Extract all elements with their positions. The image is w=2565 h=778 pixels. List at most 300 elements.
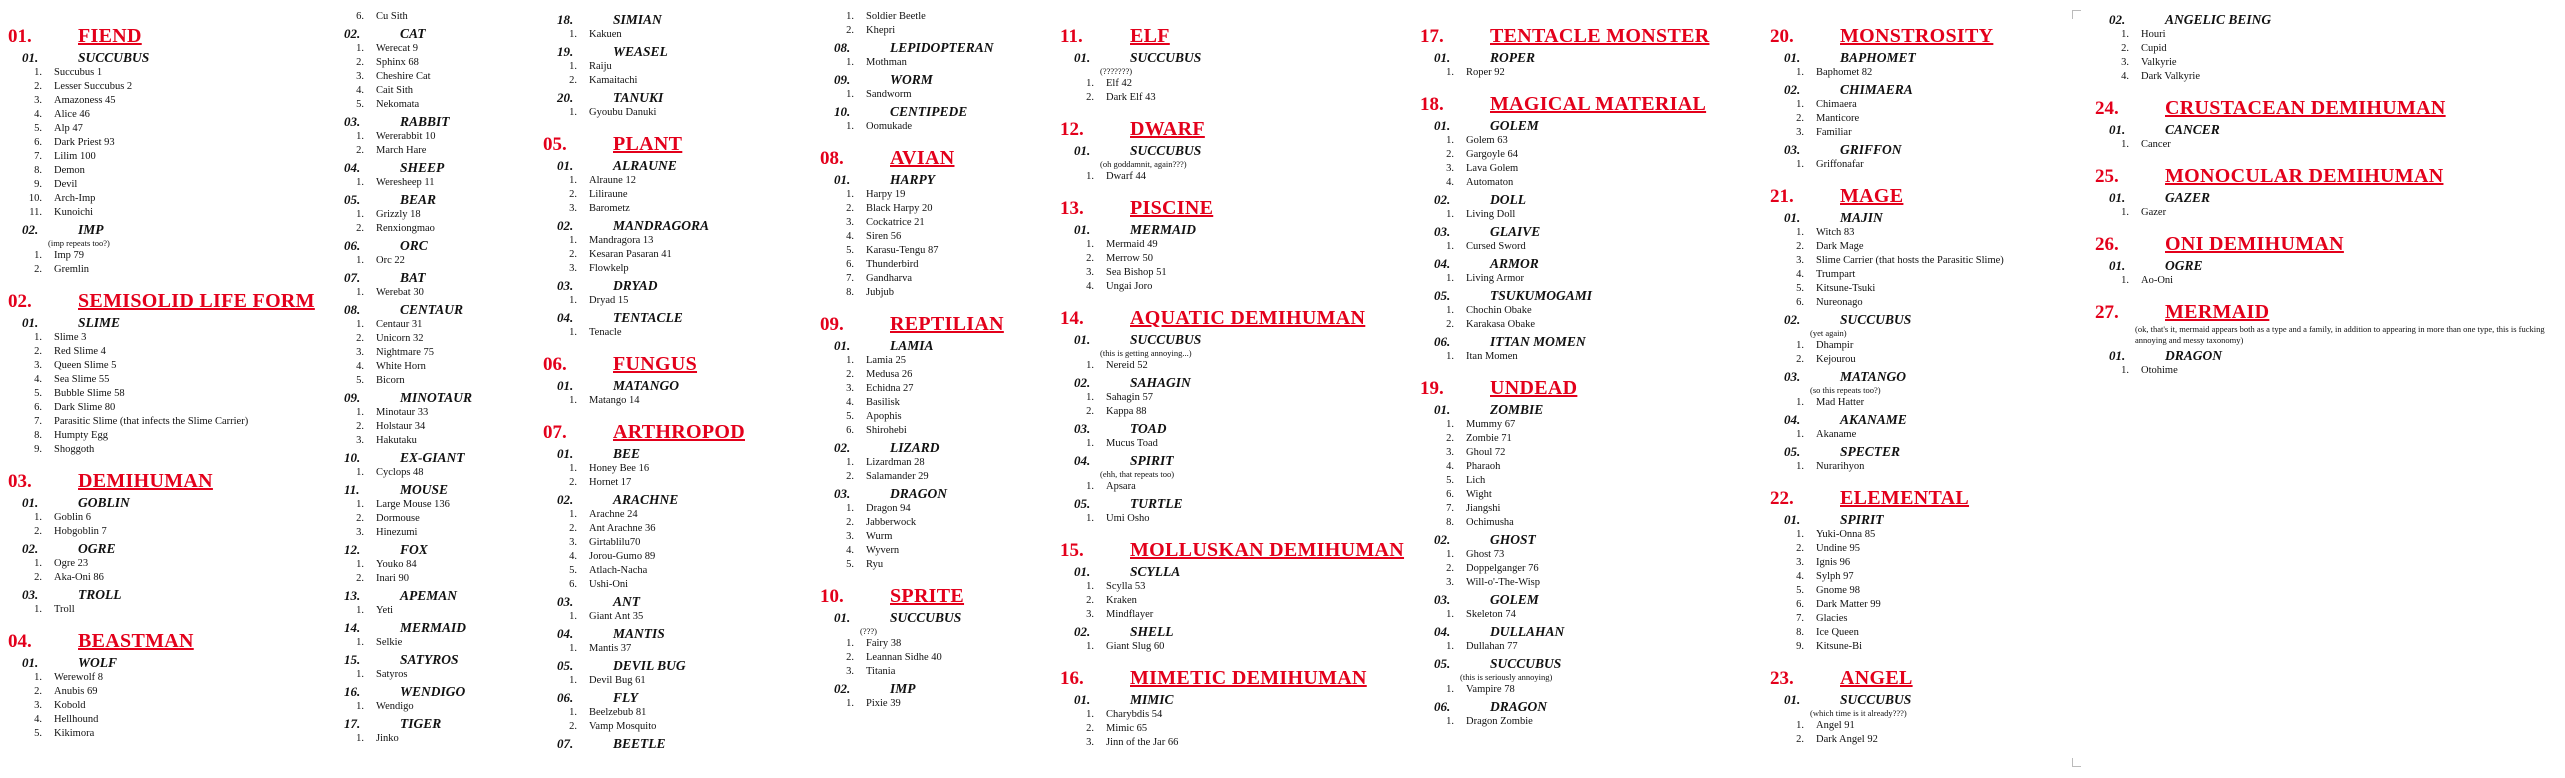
subcategory-title: TOAD [1130, 421, 1167, 436]
item-list [1060, 580, 1400, 622]
list-item-text: Mermaid 49 [1106, 239, 1158, 250]
list-item-text: Siren 56 [866, 231, 902, 242]
subcategory-number: 02. [1784, 82, 1801, 97]
list-item-number: 4. [1446, 461, 1454, 472]
list-item [1770, 296, 2110, 310]
list-item-number: 2. [1796, 241, 1804, 252]
list-item [8, 557, 348, 571]
list-item-text: Slime Carrier (that hosts the Parasitic Slime) [1816, 255, 2004, 266]
list-item-number: 6. [34, 137, 42, 148]
category-number: 15. [1060, 540, 1084, 561]
list-item-number: 1. [1086, 581, 1094, 592]
subcategory-title: BAT [400, 270, 426, 285]
list-item [8, 122, 348, 136]
subcategory-title: TROLL [78, 587, 122, 602]
list-item-text: Mucus Toad [1106, 438, 1158, 449]
subcategory-number: 01. [1434, 402, 1451, 417]
annotation-note: (which time is it already???) [1810, 708, 1907, 718]
list-item-text: Arch-Imp [54, 193, 96, 204]
category-heading [8, 289, 348, 313]
list-item-text: Zombie 71 [1466, 433, 1512, 444]
list-item [1060, 359, 1400, 373]
list-item-number: 1. [2121, 207, 2129, 218]
list-item [1420, 608, 1760, 622]
list-item [1420, 66, 1760, 80]
list-item-number: 1. [1086, 513, 1094, 524]
list-item [1420, 432, 1760, 446]
subcategory-title: TANUKI [613, 90, 664, 105]
subcategory-number: 03. [1434, 592, 1451, 607]
subcategory-heading [2095, 347, 2555, 364]
list-item-number: 3. [1446, 163, 1454, 174]
list-item [1420, 562, 1760, 576]
item-list [1060, 480, 1400, 494]
list-item-text: Elf 42 [1106, 78, 1132, 89]
list-item-number: 2. [356, 333, 364, 344]
subcategory-number: 05. [557, 658, 574, 673]
list-item-number: 1. [34, 604, 42, 615]
list-item-text: Dark Elf 43 [1106, 92, 1156, 103]
subcategory-title: DOLL [1490, 192, 1526, 207]
list-item [1060, 480, 1400, 494]
list-item-number: 1. [356, 669, 364, 680]
list-item-number: 5. [1796, 585, 1804, 596]
list-item-text: Wyvern [866, 545, 900, 556]
list-item-number: 1. [1446, 273, 1454, 284]
page-corner-mark [2072, 758, 2081, 767]
item-list [1420, 683, 1760, 697]
category-title: ELEMENTAL [1840, 487, 1970, 509]
subcategory-title: WORM [890, 72, 933, 87]
subcategory-heading [1770, 511, 2110, 528]
category-heading [1060, 196, 1400, 220]
page-corner-mark [2072, 10, 2081, 19]
list-item-number: 2. [1446, 563, 1454, 574]
list-item [1420, 162, 1760, 176]
subcategory-heading [1060, 331, 1400, 348]
list-item-number: 1. [1446, 305, 1454, 316]
category-title: PISCINE [1130, 197, 1214, 219]
list-item-text: Dark Angel 92 [1816, 734, 1878, 745]
list-item-text: Parasitic Slime (that infects the Slime Carrier) [54, 416, 249, 427]
subcategory-title: ZOMBIE [1490, 402, 1544, 417]
list-item-text: Mothman [866, 57, 907, 68]
item-list [8, 603, 348, 617]
subcategory-title: BEAR [400, 192, 437, 207]
item-list [1060, 391, 1400, 419]
subcategory-heading [1060, 452, 1400, 469]
list-item [2095, 56, 2555, 70]
list-item [1420, 683, 1760, 697]
list-item-number: 2. [356, 513, 364, 524]
list-item-text: Pixie 39 [866, 698, 901, 709]
subcategory-title: SATYROS [400, 652, 459, 667]
subcategory-heading [8, 221, 348, 238]
list-item-number: 1. [34, 250, 42, 261]
item-list [1420, 418, 1760, 530]
list-item [1770, 158, 2110, 172]
list-item-number: 1. [846, 698, 854, 709]
list-item-text: Cupid [2141, 43, 2167, 54]
subcategory-heading [1060, 221, 1400, 238]
list-item-number: 8. [1796, 627, 1804, 638]
subcategory-number: 01. [1784, 512, 1801, 527]
item-list [8, 557, 348, 585]
subcategory-title: WEASEL [613, 44, 668, 59]
list-item-number: 1. [846, 638, 854, 649]
subcategory-number: 19. [557, 44, 574, 59]
subcategory-title: ORC [400, 238, 428, 253]
list-item-text: Minotaur 33 [376, 407, 429, 418]
list-item-text: Mindflayer [1106, 609, 1154, 620]
item-list [1770, 158, 2110, 172]
subcategory-title: SPIRIT [1130, 453, 1174, 468]
list-item-number: 1. [569, 675, 577, 686]
list-item [1420, 474, 1760, 488]
subcategory-title: CANCER [2165, 122, 2220, 137]
subcategory-title: MERMAID [400, 620, 467, 635]
list-item-text: Tenacle [589, 327, 622, 338]
list-item-number: 1. [1086, 239, 1094, 250]
category-heading [1060, 117, 1400, 141]
subcategory-number: 03. [22, 587, 39, 602]
subcategory-number: 08. [834, 40, 851, 55]
list-item-text: Ant Arachne 36 [589, 523, 656, 534]
category-heading [2095, 232, 2555, 256]
subcategory-number: 17. [344, 716, 361, 731]
list-item-text: Kobold [54, 700, 86, 711]
category-number: 07. [543, 422, 567, 443]
list-item [1770, 98, 2110, 112]
list-item-text: Nereid 52 [1106, 360, 1148, 371]
list-item-number: 1. [1796, 720, 1804, 731]
category-title: DWARF [1130, 118, 1205, 140]
list-item-number: 1. [1796, 227, 1804, 238]
list-item [1770, 626, 2110, 640]
subcategory-title: IMP [78, 222, 104, 237]
list-item-text: Dark Matter 99 [1816, 599, 1881, 610]
list-item-number: 2. [34, 81, 42, 92]
list-item [8, 263, 348, 277]
subcategory-number: 01. [2109, 258, 2126, 273]
list-item-text: Weresheep 11 [376, 177, 435, 188]
subcategory-title: HARPY [890, 172, 936, 187]
item-list [1770, 396, 2110, 410]
list-item [8, 727, 348, 741]
item-list [8, 671, 348, 741]
list-item-number: 1. [569, 327, 577, 338]
list-item [1770, 612, 2110, 626]
list-item-text: Sea Bishop 51 [1106, 267, 1167, 278]
list-item [1060, 238, 1400, 252]
subcategory-title: ALRAUNE [613, 158, 677, 173]
list-item-number: 2. [569, 75, 577, 86]
item-list [1060, 170, 1400, 184]
list-item-text: Devil [54, 179, 78, 190]
subcategory-title: SCYLLA [1130, 564, 1181, 579]
item-list [1420, 304, 1760, 332]
list-item-text: Vamp Mosquito [589, 721, 657, 732]
category-number: 14. [1060, 308, 1084, 329]
category-heading [8, 629, 348, 653]
list-item-number: 1. [34, 332, 42, 343]
list-item-text: Cancer [2141, 139, 2171, 150]
list-item-text: Leannan Sidhe 40 [866, 652, 942, 663]
subcategory-title: SHEEP [400, 160, 445, 175]
list-item-number: 4. [34, 714, 42, 725]
category-number: 13. [1060, 198, 1084, 219]
subcategory-number: 04. [1074, 453, 1091, 468]
list-item-number: 2. [1086, 406, 1094, 417]
subcategory-title: MANDRAGORA [613, 218, 710, 233]
subcategory-title: MANTIS [613, 626, 665, 641]
subcategory-heading [1770, 49, 2110, 66]
category-heading [1770, 184, 2110, 208]
category-heading [1060, 24, 1400, 48]
subcategory-number: 01. [1074, 692, 1091, 707]
list-item-number: 11. [29, 207, 42, 218]
list-item [1770, 528, 2110, 542]
list-item-number: 3. [569, 537, 577, 548]
list-item-number: 3. [356, 435, 364, 446]
list-item-number: 1. [846, 355, 854, 366]
subcategory-number: 02. [22, 222, 39, 237]
list-item-text: Jinko [376, 733, 399, 744]
list-item-text: Succubus 1 [54, 67, 103, 78]
list-item-text: Yuki-Onna 85 [1816, 529, 1876, 540]
list-item-number: 1. [569, 643, 577, 654]
subcategory-title: DRAGON [890, 486, 948, 501]
list-item-text: Slime 3 [54, 332, 87, 343]
subcategory-heading [1770, 411, 2110, 428]
list-item-number: 4. [1446, 177, 1454, 188]
list-item-number: 6. [1796, 599, 1804, 610]
category-title: ELF [1130, 25, 1170, 47]
list-item-text: Hobgoblin 7 [54, 526, 107, 537]
list-item [1770, 460, 2110, 474]
list-item-text: Yeti [376, 605, 394, 616]
subcategory-heading [1770, 443, 2110, 460]
list-item-number: 1. [2121, 29, 2129, 40]
subcategory-title: GOLEM [1490, 118, 1539, 133]
list-item-text: Ogre 23 [54, 558, 89, 569]
list-item-text: Dormouse [376, 513, 420, 524]
list-item-text: Dullahan 77 [1466, 641, 1518, 652]
item-list [1770, 98, 2110, 140]
subcategory-number: 14. [344, 620, 361, 635]
subcategory-title: SUCCUBUS [890, 610, 962, 625]
list-item-number: 5. [569, 565, 577, 576]
list-item [8, 415, 348, 429]
category-title: AQUATIC DEMIHUMAN [1130, 307, 1366, 329]
list-item-number: 7. [1796, 613, 1804, 624]
list-item-number: 1. [1796, 340, 1804, 351]
list-item-number: 3. [1086, 267, 1094, 278]
item-list [1420, 272, 1760, 286]
list-item-text: Kamaitachi [589, 75, 638, 86]
subcategory-number: 01. [834, 610, 851, 625]
list-item-number: 3. [846, 217, 854, 228]
list-item-text: Unicorn 32 [376, 333, 424, 344]
list-item-text: March Hare [376, 145, 427, 156]
list-item-text: Kappa 88 [1106, 406, 1147, 417]
list-item-number: 1. [1446, 135, 1454, 146]
subcategory-title: MIMIC [1130, 692, 1174, 707]
category-number: 19. [1420, 378, 1444, 399]
subcategory-number: 01. [1784, 692, 1801, 707]
subcategory-heading [1420, 191, 1760, 208]
item-list [1420, 208, 1760, 222]
category-number: 18. [1420, 94, 1444, 115]
list-item-number: 1. [1446, 641, 1454, 652]
annotation-note: (yet again) [1810, 328, 1847, 338]
list-item-number: 1. [569, 295, 577, 306]
list-item [8, 603, 348, 617]
category-title: SEMISOLID LIFE FORM [78, 290, 315, 312]
category-heading [1770, 486, 2110, 510]
subcategory-heading [1770, 311, 2110, 328]
list-item-number: 1. [1446, 351, 1454, 362]
subcategory-number: 05. [344, 192, 361, 207]
list-item-text: Jorou-Gumo 89 [589, 551, 656, 562]
list-item-number: 2. [1086, 595, 1094, 606]
list-item-number: 3. [1086, 737, 1094, 748]
item-list [1770, 226, 2110, 310]
subcategory-number: 06. [1434, 699, 1451, 714]
subcategory-number: 02. [834, 681, 851, 696]
list-item-text: Dhampir [1816, 340, 1854, 351]
list-item-text: Cursed Sword [1466, 241, 1526, 252]
list-item-text: Karakasa Obake [1466, 319, 1536, 330]
item-list [8, 511, 348, 539]
list-item-text: Large Mouse 136 [376, 499, 450, 510]
subcategory-number: 01. [2109, 122, 2126, 137]
list-item-text: Kesaran Pasaran 41 [589, 249, 672, 260]
list-item [8, 671, 348, 685]
list-item-text: Bubble Slime 58 [54, 388, 125, 399]
category-title: CRUSTACEAN DEMIHUMAN [2165, 97, 2446, 119]
list-item-text: Jubjub [866, 287, 895, 298]
item-list [1420, 608, 1760, 622]
list-item-number: 2. [2121, 43, 2129, 54]
list-item-text: Otohime [2141, 365, 2178, 376]
item-list [2095, 28, 2555, 84]
list-item-text: Witch 83 [1816, 227, 1855, 238]
subcategory-number: 04. [557, 626, 574, 641]
list-item-number: 1. [34, 672, 42, 683]
list-item-number: 2. [569, 721, 577, 732]
subcategory-number: 01. [22, 495, 39, 510]
list-item-text: Ice Queen [1816, 627, 1859, 638]
list-item [8, 699, 348, 713]
list-item-text: Baphomet 82 [1816, 67, 1873, 78]
subcategory-number: 06. [557, 690, 574, 705]
subcategory-title: MATANGO [1840, 369, 1907, 384]
list-item-text: Undine 95 [1816, 543, 1861, 554]
list-item-number: 2. [569, 189, 577, 200]
subcategory-heading [1420, 49, 1760, 66]
list-item [8, 401, 348, 415]
list-item [1420, 576, 1760, 590]
subcategory-number: 04. [1434, 624, 1451, 639]
list-item-number: 3. [1086, 609, 1094, 620]
list-item-number: 1. [1086, 78, 1094, 89]
list-item-text: Merrow 50 [1106, 253, 1153, 264]
list-item-number: 1. [1796, 397, 1804, 408]
list-item-text: Liliraune [589, 189, 628, 200]
category-title: ANGEL [1840, 667, 1913, 689]
category-heading [1060, 666, 1400, 690]
list-item-text: Alraune 12 [589, 175, 636, 186]
item-list [1060, 708, 1400, 750]
list-item-number: 1. [1446, 419, 1454, 430]
column-6 [1420, 10, 1760, 729]
subcategory-title: FOX [400, 542, 428, 557]
list-item-text: Hinezumi [376, 527, 418, 538]
list-item-text: Kakuen [589, 29, 622, 40]
list-item [1770, 254, 2110, 268]
subcategory-number: 01. [1784, 210, 1801, 225]
subcategory-number: 16. [344, 684, 361, 699]
list-item [8, 525, 348, 539]
list-item-text: Dryad 15 [589, 295, 629, 306]
list-item-text: Giant Slug 60 [1106, 641, 1165, 652]
list-item-number: 2. [34, 686, 42, 697]
list-item [2095, 70, 2555, 84]
list-item-number: 2. [569, 249, 577, 260]
list-item [2095, 28, 2555, 42]
subcategory-number: 01. [22, 50, 39, 65]
subcategory-number: 02. [1434, 192, 1451, 207]
list-item-number: 1. [1446, 209, 1454, 220]
subcategory-title: WOLF [78, 655, 118, 670]
category-number: 21. [1770, 186, 1794, 207]
list-item-text: Kraken [1106, 595, 1137, 606]
list-item-number: 2. [34, 264, 42, 275]
list-item-number: 1. [356, 319, 364, 330]
list-item-text: Aka-Oni 86 [54, 572, 104, 583]
list-item-text: Beelzebub 81 [589, 707, 647, 718]
list-item-text: Nekomata [376, 99, 420, 110]
list-item-text: Nightmare 75 [376, 347, 435, 358]
list-item-number: 2. [356, 145, 364, 156]
list-item-text: Girtablilu70 [589, 537, 641, 548]
list-item-number: 1. [846, 457, 854, 468]
subcategory-heading [1420, 287, 1760, 304]
list-item-number: 6. [846, 259, 854, 270]
subcategory-number: 01. [1434, 118, 1451, 133]
list-item-number: 1. [1796, 461, 1804, 472]
list-item [8, 429, 348, 443]
list-item-number: 2. [569, 477, 577, 488]
subcategory-number: 03. [557, 594, 574, 609]
list-item-text: Lizardman 28 [866, 457, 925, 468]
list-item [1060, 708, 1400, 722]
subcategory-number: 01. [22, 315, 39, 330]
category-title: TENTACLE MONSTER [1490, 25, 1710, 47]
list-item-number: 1. [1446, 241, 1454, 252]
subcategory-number: 05. [1784, 444, 1801, 459]
category-heading [1420, 376, 1760, 400]
list-item [1420, 715, 1760, 729]
list-item-text: Ghoul 72 [1466, 447, 1506, 458]
list-item-number: 6. [569, 579, 577, 590]
list-item-text: Ryu [866, 559, 884, 570]
list-item [1420, 208, 1760, 222]
list-item-number: 1. [356, 177, 364, 188]
subcategory-number: 02. [1074, 624, 1091, 639]
list-item-number: 1. [1086, 392, 1094, 403]
